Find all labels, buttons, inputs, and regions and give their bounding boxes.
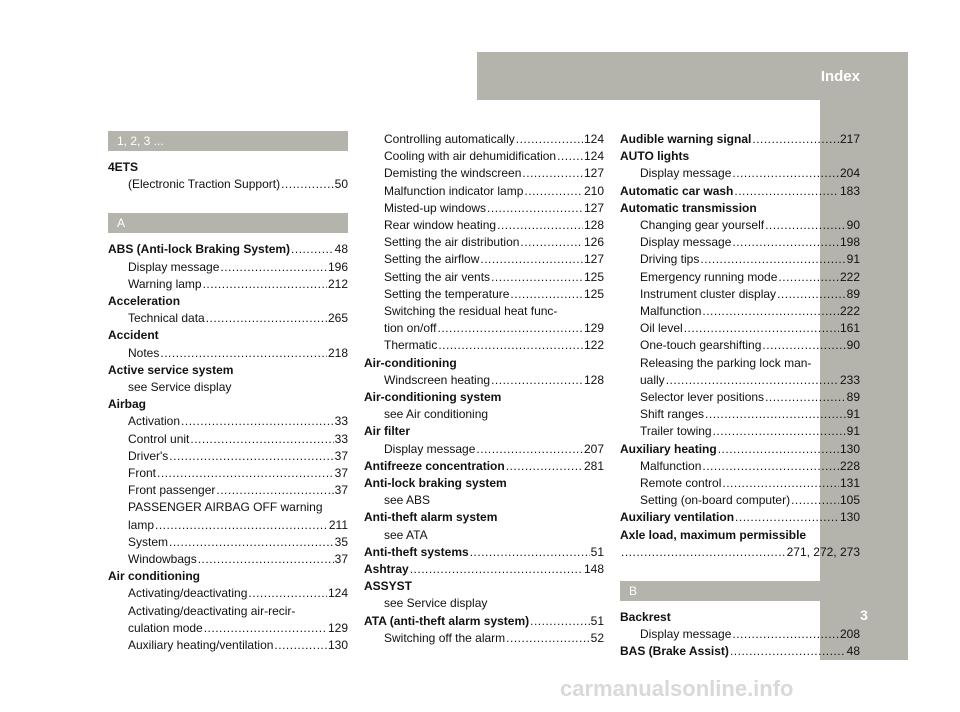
index-entry <box>364 458 604 475</box>
index-term: Accident <box>108 328 159 343</box>
dot-leader <box>491 269 583 286</box>
entry-label: ually <box>640 372 665 387</box>
index-entry <box>108 551 348 568</box>
index-entry <box>364 165 604 182</box>
entry-page: 281 <box>583 458 604 473</box>
entry-label: Shift ranges <box>640 407 705 422</box>
entry-page: 131 <box>839 476 860 491</box>
index-entry <box>108 259 348 276</box>
index-entry <box>108 345 348 362</box>
dot-leader <box>190 431 333 448</box>
entry-label: Misted-up windows <box>384 200 487 215</box>
dot-leader <box>157 465 334 482</box>
dot-leader <box>206 310 327 327</box>
dot-leader <box>470 544 590 561</box>
dot-leader <box>777 286 846 303</box>
dot-leader <box>732 165 839 182</box>
dot-leader <box>702 303 839 320</box>
index-entry <box>364 544 604 561</box>
index-entry <box>364 630 604 647</box>
entry-label: Control unit <box>128 431 190 446</box>
entry-label: Windowbags <box>128 552 197 567</box>
dot-leader <box>713 423 846 440</box>
index-term: Airbag <box>108 397 147 412</box>
entry-label: Thermatic <box>384 338 438 353</box>
entry-label: Notes <box>128 345 160 360</box>
entry-page: 122 <box>583 338 604 353</box>
index-entry <box>620 406 860 423</box>
entry-label: Malfunction <box>640 458 702 473</box>
dot-leader <box>438 320 583 337</box>
index-entry <box>108 637 348 654</box>
index-entry <box>108 241 348 258</box>
dot-leader <box>666 372 839 389</box>
entry-label: Setting the air distribution <box>384 235 520 250</box>
entry-page: 208 <box>839 627 860 642</box>
index-entry <box>364 251 604 268</box>
entry-label: BAS (Brake Assist) <box>620 644 729 659</box>
index-entry <box>620 131 860 148</box>
entry-page: 33 <box>334 431 348 446</box>
entry-page: 37 <box>334 483 348 498</box>
index-entry <box>108 176 348 193</box>
entry-page: 126 <box>583 235 604 250</box>
index-entry <box>620 372 860 389</box>
index-entry <box>620 303 860 320</box>
entry-page: 51 <box>590 613 604 628</box>
entry-page: 37 <box>334 466 348 481</box>
entry-label: Driver's <box>128 448 169 463</box>
index-entry <box>364 613 604 630</box>
entry-page: 129 <box>583 321 604 336</box>
index-entry <box>620 165 860 182</box>
index-title: Index <box>820 67 860 85</box>
index-term: AUTO lights <box>620 149 690 164</box>
entry-label: Activating/deactivating <box>128 586 248 601</box>
index-entry <box>620 389 860 406</box>
entry-page: 127 <box>583 166 604 181</box>
index-entry <box>620 320 860 337</box>
dot-leader <box>160 345 327 362</box>
entry-page: 271, 272, 273 <box>786 544 860 559</box>
dot-leader <box>791 492 839 509</box>
entry-page: 204 <box>839 166 860 181</box>
entry-label: lamp <box>128 517 155 532</box>
entry-page: 128 <box>583 372 604 387</box>
entry-page: 265 <box>327 311 348 326</box>
index-entry <box>108 431 348 448</box>
entry-page: 183 <box>839 183 860 198</box>
index-entry <box>108 413 348 430</box>
index-entry <box>108 276 348 293</box>
entry-label: Auxiliary heating/ventilation <box>128 638 274 653</box>
entry-page: 130 <box>839 441 860 456</box>
entry-label: Oil level <box>640 321 683 336</box>
entry-label: Technical data <box>128 311 205 326</box>
index-subterm: Activating/deactivating air-recir- <box>128 603 296 618</box>
index-entry <box>620 183 860 200</box>
entry-label: ABS (Anti-lock Braking System) <box>108 242 291 257</box>
dot-leader <box>705 406 846 423</box>
entry-page: 129 <box>327 620 348 635</box>
index-term: 4ETS <box>108 160 139 174</box>
dot-leader <box>248 585 327 602</box>
entry-page: 91 <box>846 252 860 267</box>
index-entry <box>364 441 604 458</box>
entry-label: Antifreeze concentration <box>364 458 505 473</box>
entry-page: 51 <box>590 544 604 559</box>
entry-page: 125 <box>583 269 604 284</box>
entry-label: Malfunction indicator lamp <box>384 183 524 198</box>
dot-leader <box>480 251 583 268</box>
entry-label: Setting the temperature <box>384 286 510 301</box>
index-entry <box>364 286 604 303</box>
entry-page: 130 <box>327 638 348 653</box>
dot-leader <box>735 509 839 526</box>
entry-label: ATA (anti-theft alarm system) <box>364 613 530 628</box>
dot-leader <box>155 517 328 534</box>
index-subterm: see ABS <box>384 493 431 508</box>
entry-label: Setting the air vents <box>384 269 491 284</box>
entry-page: 127 <box>583 200 604 215</box>
entry-label: Switching off the alarm <box>384 630 506 645</box>
entry-label: Audible warning signal <box>620 132 752 146</box>
entry-page: 196 <box>327 259 348 274</box>
entry-page: 37 <box>334 448 348 463</box>
index-subterm: see ATA <box>384 527 428 542</box>
index-entry <box>620 544 860 561</box>
dot-leader <box>487 200 583 217</box>
entry-page: 48 <box>334 242 348 257</box>
entry-page: 217 <box>839 132 860 146</box>
index-entry <box>108 448 348 465</box>
entry-label: System <box>128 534 169 549</box>
entry-label: Instrument cluster display <box>640 286 777 301</box>
index-term: Acceleration <box>108 294 181 309</box>
index-entry <box>620 269 860 286</box>
dot-leader <box>765 389 846 406</box>
dot-leader <box>702 458 839 475</box>
entry-page: 161 <box>839 321 860 336</box>
entry-page: 222 <box>839 269 860 284</box>
dot-leader <box>506 630 589 647</box>
entry-page: 124 <box>327 586 348 601</box>
entry-label: Auxiliary heating <box>620 441 717 456</box>
index-column-2 <box>364 131 604 647</box>
entry-label: (Electronic Traction Support) <box>128 177 281 192</box>
entry-label: One-touch gearshifting <box>640 338 762 353</box>
entry-label: Emergency running mode <box>640 269 778 284</box>
entry-page: 48 <box>846 644 860 659</box>
index-entry <box>620 441 860 458</box>
watermark: carmanualsonline.info <box>560 676 794 701</box>
entry-page: 222 <box>839 304 860 319</box>
entry-page: 198 <box>839 235 860 250</box>
index-entry <box>620 423 860 440</box>
dot-leader <box>718 441 839 458</box>
index-entry <box>108 620 348 637</box>
index-term: Air filter <box>364 424 411 439</box>
entry-page: 89 <box>846 286 860 301</box>
index-term: Anti-lock braking system <box>364 476 507 491</box>
index-term: Air-conditioning system <box>364 390 502 405</box>
entry-page: 127 <box>583 252 604 267</box>
index-entry <box>620 475 860 492</box>
index-term: Anti-theft alarm system <box>364 510 498 525</box>
dot-leader <box>778 269 839 286</box>
entry-label: Demisting the windscreen <box>384 166 522 181</box>
index-subterm: see Air conditioning <box>384 407 489 422</box>
entry-page: 228 <box>839 458 860 473</box>
dot-leader <box>274 637 327 654</box>
entry-page: 125 <box>583 286 604 301</box>
index-term: Active service system <box>108 362 234 377</box>
index-entry <box>364 561 604 578</box>
entry-page: 210 <box>583 183 604 198</box>
dot-leader <box>765 217 846 234</box>
index-term: Air-conditioning <box>364 355 457 370</box>
entry-page: 52 <box>590 630 604 645</box>
dot-leader <box>291 241 334 258</box>
dot-leader <box>510 286 583 303</box>
entry-label: Auxiliary ventilation <box>620 510 735 525</box>
entry-label: Warning lamp <box>128 276 202 291</box>
entry-label: Ashtray <box>364 562 409 577</box>
index-entry <box>620 626 860 643</box>
index-entry <box>364 217 604 234</box>
entry-label: Malfunction <box>640 304 702 319</box>
dot-leader <box>497 217 583 234</box>
entry-page: 50 <box>334 177 348 192</box>
entry-label: culation mode <box>128 620 203 635</box>
index-entry <box>364 372 604 389</box>
index-column-1 <box>108 131 348 654</box>
entry-page: 105 <box>839 493 860 508</box>
entry-page: 128 <box>583 218 604 233</box>
index-entry <box>364 200 604 217</box>
dot-leader <box>557 148 583 165</box>
entry-page: 33 <box>334 414 348 429</box>
entry-page: 207 <box>583 441 604 456</box>
index-term: Backrest <box>620 610 671 625</box>
dot-leader <box>520 234 583 251</box>
index-entry <box>108 517 348 534</box>
dot-leader <box>203 276 327 293</box>
dot-leader <box>730 643 846 660</box>
index-entry <box>364 337 604 354</box>
entry-label: Automatic car wash <box>620 183 734 198</box>
index-subterm: Releasing the parking lock man- <box>640 355 812 370</box>
entry-label: Display message <box>640 235 732 250</box>
entry-page: 212 <box>327 276 348 291</box>
index-entry <box>364 148 604 165</box>
entry-page: 91 <box>846 424 860 439</box>
entry-label: Display message <box>384 441 476 456</box>
dot-leader <box>181 413 334 430</box>
entry-page: 124 <box>583 149 604 164</box>
entry-label: Cooling with air dehumidification <box>384 149 557 164</box>
dot-leader <box>530 613 590 630</box>
dot-leader <box>522 165 583 182</box>
entry-page: 211 <box>328 517 348 532</box>
index-entry <box>364 320 604 337</box>
index-entry <box>620 509 860 526</box>
entry-label: Front <box>128 466 157 481</box>
index-term: Axle load, maximum permissible <box>620 527 807 542</box>
dot-leader <box>752 131 839 148</box>
index-subterm: Switching the residual heat func- <box>384 304 558 319</box>
dot-leader <box>438 337 583 354</box>
dot-leader <box>169 448 333 465</box>
index-entry <box>364 269 604 286</box>
index-entry <box>620 337 860 354</box>
entry-label: Windscreen heating <box>384 372 491 387</box>
entry-label: tion on/off <box>384 321 437 336</box>
index-entry <box>108 585 348 602</box>
index-entry <box>620 286 860 303</box>
dot-leader <box>220 259 327 276</box>
dot-leader <box>732 234 839 251</box>
index-term: Air conditioning <box>108 569 200 584</box>
index-subterm: see Service display <box>384 596 488 611</box>
entry-page: 90 <box>846 338 860 353</box>
section-header: 1, 2, 3 ... <box>108 131 348 151</box>
index-entry <box>108 482 348 499</box>
entry-page: 89 <box>846 390 860 405</box>
entry-page: 91 <box>846 407 860 422</box>
index-entry <box>620 643 860 660</box>
index-entry <box>620 458 860 475</box>
entry-label: Trailer towing <box>640 424 712 439</box>
entry-label: Display message <box>640 627 732 642</box>
index-entry <box>364 234 604 251</box>
entry-page: 37 <box>334 552 348 567</box>
entry-page: 90 <box>846 218 860 233</box>
section-header: B <box>620 581 860 601</box>
entry-label: Controlling automatically <box>384 132 515 146</box>
entry-page: 233 <box>839 372 860 387</box>
index-entry <box>620 217 860 234</box>
entry-label: Front passenger <box>128 483 216 498</box>
index-entry <box>108 310 348 327</box>
index-column-3 <box>620 131 860 661</box>
dot-leader <box>476 441 583 458</box>
dot-leader <box>516 131 583 148</box>
dot-leader <box>732 626 839 643</box>
entry-label: Changing gear yourself <box>640 218 765 233</box>
index-subterm: PASSENGER AIRBAG OFF warning <box>128 500 323 515</box>
index-entry <box>620 251 860 268</box>
entry-label: Activation <box>128 414 181 429</box>
entry-label: Display message <box>128 259 220 274</box>
dot-leader <box>524 183 583 200</box>
index-entry <box>108 465 348 482</box>
dot-leader <box>722 475 839 492</box>
dot-leader <box>410 561 583 578</box>
entry-label: Rear window heating <box>384 218 497 233</box>
index-entry <box>364 183 604 200</box>
index-entry <box>108 534 348 551</box>
entry-page: 130 <box>839 510 860 525</box>
index-entry <box>620 234 860 251</box>
index-subterm: see Service display <box>128 380 232 395</box>
entry-page: 124 <box>583 132 604 146</box>
entry-label: Selector lever positions <box>640 390 765 405</box>
dot-leader <box>700 251 845 268</box>
dot-leader <box>491 372 583 389</box>
dot-leader <box>684 320 839 337</box>
index-entry <box>620 492 860 509</box>
entry-page: 218 <box>327 345 348 360</box>
entry-label: Driving tips <box>640 252 700 267</box>
entry-label: Anti-theft systems <box>364 544 469 559</box>
dot-leader <box>734 183 839 200</box>
dot-leader <box>762 337 845 354</box>
entry-page: 148 <box>583 562 604 577</box>
dot-leader <box>621 544 786 561</box>
dot-leader <box>506 458 583 475</box>
section-header: A <box>108 213 348 233</box>
entry-label: Remote control <box>640 476 722 491</box>
entry-page: 35 <box>334 534 348 549</box>
dot-leader <box>198 551 334 568</box>
dot-leader <box>169 534 334 551</box>
index-tab <box>477 52 908 100</box>
dot-leader <box>216 482 333 499</box>
entry-label: Display message <box>640 166 732 181</box>
index-term: Automatic transmission <box>620 200 757 215</box>
dot-leader <box>281 176 334 193</box>
page-number: 3 <box>860 607 868 623</box>
entry-label: Setting (on-board computer) <box>640 493 791 508</box>
index-entry <box>364 131 604 148</box>
index-term: ASSYST <box>364 579 413 594</box>
dot-leader <box>204 620 327 637</box>
entry-label: Setting the airflow <box>384 252 480 267</box>
